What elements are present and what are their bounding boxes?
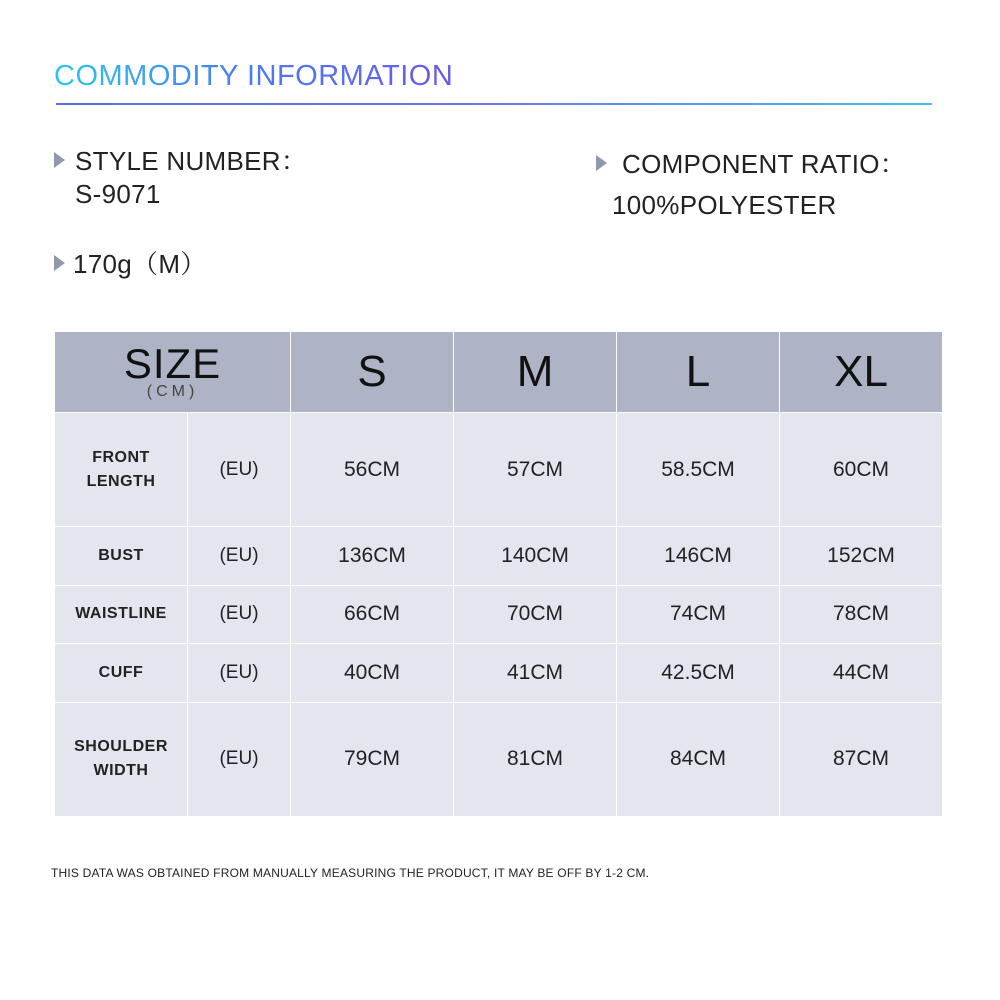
row-label: BUST bbox=[55, 527, 188, 585]
table-row bbox=[55, 644, 943, 702]
triangle-bullet-icon bbox=[596, 155, 607, 171]
table-cell: 152CM bbox=[780, 527, 943, 585]
size-col-m: M bbox=[454, 332, 617, 413]
table-row bbox=[55, 585, 943, 643]
table-cell: 140CM bbox=[454, 527, 617, 585]
table-cell: 56CM bbox=[291, 413, 454, 527]
table-cell: 87CM bbox=[780, 702, 943, 816]
table-cell: 146CM bbox=[617, 527, 780, 585]
triangle-bullet-icon bbox=[54, 255, 65, 271]
table-cell: 58.5CM bbox=[617, 413, 780, 527]
row-label: CUFF bbox=[55, 644, 188, 702]
table-cell: 41CM bbox=[454, 644, 617, 702]
row-unit: (EU) bbox=[188, 585, 291, 643]
size-col-s: S bbox=[291, 332, 454, 413]
table-cell: 57CM bbox=[454, 413, 617, 527]
title-underline bbox=[56, 103, 932, 105]
measurement-footnote: THIS DATA WAS OBTAINED FROM MANUALLY MEASURING THE PRODUCT, IT MAY BE OFF BY 1-2 CM. bbox=[51, 866, 650, 880]
style-number-label: STYLE NUMBER： bbox=[75, 146, 308, 176]
row-label: FRONT LENGTH bbox=[55, 413, 188, 527]
table-cell: 81CM bbox=[454, 702, 617, 816]
component-ratio-value: 100%POLYESTER bbox=[612, 190, 837, 220]
weight-label: 170g（M） bbox=[73, 249, 207, 279]
triangle-bullet-icon bbox=[54, 152, 65, 168]
size-table bbox=[54, 331, 943, 817]
page-title: COMMODITY INFORMATION bbox=[54, 60, 454, 92]
table-cell: 136CM bbox=[291, 527, 454, 585]
size-header-row bbox=[55, 332, 943, 413]
table-cell: 42.5CM bbox=[617, 644, 780, 702]
component-ratio-label: COMPONENT RATIO： bbox=[622, 149, 907, 179]
table-cell: 40CM bbox=[291, 644, 454, 702]
size-header-label: SIZE bbox=[123, 340, 222, 387]
table-cell: 44CM bbox=[780, 644, 943, 702]
table-cell: 84CM bbox=[617, 702, 780, 816]
table-cell: 70CM bbox=[454, 585, 617, 643]
component-ratio-block bbox=[596, 144, 906, 226]
size-col-xl: XL bbox=[780, 332, 943, 413]
row-label: SHOULDER WIDTH bbox=[55, 702, 188, 816]
table-row bbox=[55, 413, 943, 527]
size-header-cell bbox=[55, 332, 291, 413]
weight-block bbox=[54, 248, 207, 280]
table-cell: 79CM bbox=[291, 702, 454, 816]
table-row bbox=[55, 702, 943, 816]
style-number-block bbox=[54, 145, 307, 211]
row-label: WAISTLINE bbox=[55, 585, 188, 643]
size-col-l: L bbox=[617, 332, 780, 413]
row-unit: (EU) bbox=[188, 413, 291, 527]
row-unit: (EU) bbox=[188, 702, 291, 816]
table-row bbox=[55, 527, 943, 585]
table-cell: 74CM bbox=[617, 585, 780, 643]
style-number-value: S-9071 bbox=[75, 179, 161, 209]
table-cell: 66CM bbox=[291, 585, 454, 643]
row-unit: (EU) bbox=[188, 644, 291, 702]
row-unit: (EU) bbox=[188, 527, 291, 585]
table-cell: 60CM bbox=[780, 413, 943, 527]
table-cell: 78CM bbox=[780, 585, 943, 643]
size-unit-label: (CM) bbox=[146, 383, 199, 400]
